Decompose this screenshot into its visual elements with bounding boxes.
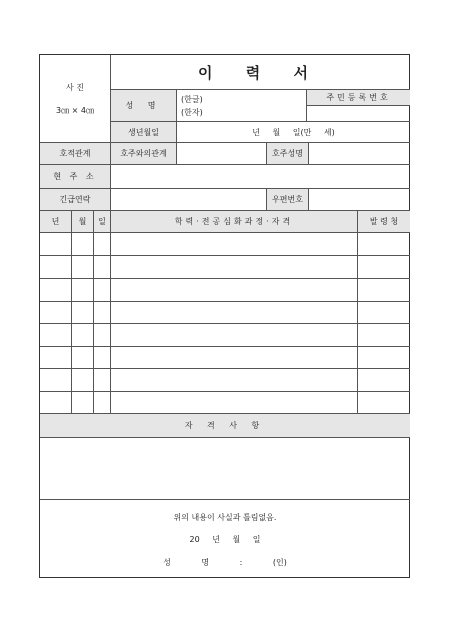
divider bbox=[40, 499, 410, 500]
divider bbox=[40, 278, 410, 279]
divider bbox=[40, 368, 410, 369]
divider bbox=[93, 210, 94, 413]
divider bbox=[40, 346, 410, 347]
head-relation-field[interactable] bbox=[177, 143, 266, 164]
declaration-statement: 위의 내용이 사실과 틀림없음. bbox=[173, 512, 277, 522]
name-hanja-label: (한자) bbox=[181, 107, 203, 117]
birth-field[interactable]: 년 월 일(만 세) bbox=[252, 127, 335, 137]
declaration-signature: 성 명 : (인) bbox=[163, 557, 287, 567]
year-header: 년 bbox=[40, 211, 71, 232]
name-label: 성 명 bbox=[111, 90, 176, 121]
divider bbox=[40, 232, 410, 233]
postal-code-label: 우편번호 bbox=[267, 189, 308, 210]
divider bbox=[40, 391, 410, 392]
resident-number-label: 주민등록번호 bbox=[307, 90, 410, 105]
birth-label: 생년월일 bbox=[111, 122, 176, 142]
issuer-header: 발 령 청 bbox=[358, 211, 410, 232]
head-name-field[interactable] bbox=[309, 143, 410, 164]
resume-form bbox=[39, 54, 410, 578]
divider bbox=[357, 210, 358, 413]
month-header: 월 bbox=[72, 211, 93, 232]
photo-box bbox=[40, 55, 110, 142]
postal-code-field[interactable] bbox=[309, 189, 410, 210]
resident-number-field[interactable] bbox=[307, 106, 410, 121]
head-name-label: 호주성명 bbox=[267, 143, 308, 164]
divider bbox=[110, 210, 111, 413]
document-title: 이 력 서 bbox=[198, 63, 322, 82]
divider bbox=[40, 255, 410, 256]
divider bbox=[40, 323, 410, 324]
divider bbox=[40, 301, 410, 302]
address-label: 현 주 소 bbox=[40, 165, 110, 188]
name-korean-label: (한글) bbox=[181, 94, 203, 104]
photo-label: 사 진 bbox=[66, 82, 84, 92]
declaration-date: 20 년 월 일 bbox=[189, 534, 261, 544]
day-header: 일 bbox=[94, 211, 110, 232]
family-label: 호적관계 bbox=[40, 143, 110, 164]
qualifications-field[interactable] bbox=[40, 438, 410, 499]
history-content-header: 학력·전공심화과정·자격 bbox=[111, 211, 357, 232]
photo-size: 3㎝ × 4㎝ bbox=[56, 105, 94, 115]
name-field[interactable] bbox=[177, 90, 306, 121]
emergency-label: 긴급연락 bbox=[40, 189, 110, 210]
head-relation-label: 호주와의관계 bbox=[111, 143, 176, 164]
divider bbox=[71, 210, 72, 413]
emergency-field[interactable] bbox=[111, 189, 266, 210]
address-field[interactable] bbox=[111, 165, 410, 188]
qualifications-header: 자 격 사 항 bbox=[40, 414, 410, 437]
